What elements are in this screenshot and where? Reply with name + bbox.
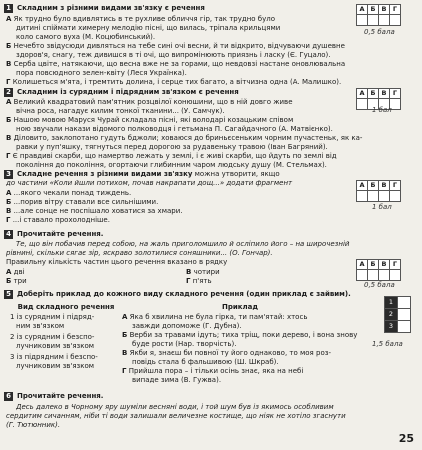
option-b: Б Нашою мовою Маруся Чурай складала пісні, які володарі козацьким співом bbox=[6, 116, 294, 124]
option-b: Б три bbox=[6, 277, 27, 285]
match-grid[interactable]: 1 2 3 bbox=[384, 296, 411, 333]
option-b: Б ...порив вітру ставали все сильнішими. bbox=[6, 198, 159, 206]
column-header-example: Приклад bbox=[221, 303, 259, 311]
type-2: 2 із сурядним і безспо- лучниковим зв'язком bbox=[10, 333, 95, 350]
example-g: Г Прийшла пора – і тільки осінь знає, яка на небі випаде зима (В. Гужва). bbox=[122, 367, 304, 384]
quote-line: Те, що він побачив перед собою, на жаль приголомшило й осліпило його – на широчезній bbox=[16, 240, 350, 248]
task-title: Складним з різними видами зв'язку є речення bbox=[17, 4, 205, 12]
example-v: В Якби я, знаєш би повної ту його однаково, то моя роз- повідь стала б фальшивою (Ш. Шкраб). bbox=[122, 349, 331, 366]
score: 1 бал bbox=[372, 203, 392, 211]
option-g: Г Є правдиві скарби, що намертво лежать у землі, і є живі скарби, що йдуть по землі від bbox=[6, 152, 337, 160]
type-3: 3 із підрядним і безспо- лучниковим зв'язком bbox=[10, 353, 98, 370]
column-header-type: Вид складного речення bbox=[17, 303, 115, 311]
question: Правильну кількість частин цього речення вказано в рядку bbox=[6, 258, 228, 266]
option-g: Г Колишеться м'ята, і тремтить долина, і серце тих багато, а вітчизна одна (А. Малишко). bbox=[6, 78, 342, 86]
score: 1,5 бала bbox=[372, 340, 403, 348]
option-v: В ...але сонце не поспішало ховатися за хмари. bbox=[6, 207, 183, 215]
answer-grid[interactable]: А Б В Г bbox=[356, 4, 401, 26]
worksheet-page: 1 Складним з різними видами зв'язку є речення А Б В Г А Як трудно було вдивлятись в те рухливе обличчя гір, так трудно було дитині спіймати химерну мелодію пісні, що вилась, тріпала крильцями коло самого вуха (М. Коцюбинський). Б Нечебто звідусюди дивляться на тебе сині очі весни, й ти відкрито, відчуваючи душевне здоров'я, снагу, теж дивишся в ті очі, що випромінюють приязнь і ласку (Є. Гуцало). В Серба цвіте, натякаючи, що весна вже не за горами, що невдовзі настане оновлювальна пора повсюдного зелен-квіту (Леся Українка). Г Колишеться м'ята, і тремтить долина, і серце тих багато, а вітчизна одна (А. Малишко). 0,5 бала 2 Складним із сурядним і підрядним зв'язком є речення А Б В Г А Великий квадратовий пам'ятник розцвілої конюшини, що в ній довго живе вічна роса, нагадує килим тонкої тканини... (У. Самчук). Б Нашою мовою Маруся Чурай складала пісні, які володарі козацьким співом ною звучали накази відомого полководця і гетьмана П. Сагайдачного (А. Матвієнко). В Діловито, заклопотано гудуть бджоли; ховаюся до бриньєсеньким чорним пучастеньк, як ка- равки у пуп'яшку, тягнуться перед дорогою за рудавеньку травою (Іван Багряний). Г Є правдиві скарби, що намертво лежать у землі, і є живі скарби, що йдуть по землі від покоління до покоління, огортаючи глибинним чаром людську душу (М. Стельмах). 1 бал 3 Складне речення з різними видами зв'язку можна утворити, якщо до частини «Коли йшли потихом, почав накрапати дощ...» додати фрагмент А Б В Г А ...якого чекали понад тиждень. Б ...порив вітру ставали все сильнішими. В ...але сонце не поспішало ховатися за хмари. Г ...і ставало прохолодніше. 1 бал 4 Прочитайте речення. Те, що він побачив перед собою, на жаль приголомшило й осліпило його – на широчезній рівнині, скільки сягає зір, яскраво золотилися соняшники... (О. Гончар). Правильну кількість частин цього речення вказано в рядку А Б В Г А дві Б три В чотири Г п'ять 0,5 бала 5 Доберіть приклад до кожного виду складного речення (один приклад є зайвим). Вид складного речення Приклад 1 із сурядним і підряд- ним зв'язком 2 із сурядним і безспо- лучниковим зв'язком 3 із підрядним і безспо- лучниковим зв'язком А Яка б хвилина не була гірка, ти пам'ятай: хтось завжди допоможе (Г. Дубна). Б Верби за травами ідуть; тиха тріщ, поки дерево, і вона знову буде рости (Нар. творчість). В Якби я, знаєш би повної ту його однаково, то моя роз- повідь стала б фальшивою (Ш. Шкраб). Г Прийшла пора – і тільки осінь знає, яка на небі випаде зима (В. Гужва). 1 2 3 1,5 бала 6 Прочитайте речення. Десь далеко в Чорному яру шуміли весняні води, і той шум був із якимось особливим сердитим сичанням, ніби ті води залишали величезне костище, що ніяк не хотіло згаснути (Г. Тютюнник). 25 bbox=[0, 0, 422, 450]
option-v: В Серба цвіте, натякаючи, що весна вже не за горами, що невдовзі настане оновлювальна bbox=[6, 60, 346, 68]
option-a: А ...якого чекали понад тиждень. bbox=[6, 189, 132, 197]
answer-grid[interactable]: А Б В Г bbox=[356, 259, 401, 281]
example-a: А Яка б хвилина не була гірка, ти пам'ятай: хтось завжди допоможе (Г. Дубна). bbox=[122, 313, 308, 330]
option-v: В чотири bbox=[186, 268, 220, 276]
answer-grid[interactable]: А Б В Г bbox=[356, 88, 401, 110]
quote-line: Десь далеко в Чорному яру шуміли весняні води, і той шум був із якимось особливим bbox=[16, 403, 334, 411]
task-stem: до частини «Коли йшли потихом, почав накрапати дощ...» додати фрагмент bbox=[6, 179, 293, 187]
score: 0,5 бала bbox=[364, 281, 395, 289]
quote-line: сердитим сичанням, ніби ті води залишали величезне костище, що ніяк не хотіло згаснути bbox=[6, 412, 346, 420]
option-v: В Діловито, заклопотано гудуть бджоли; ховаюся до бриньєсеньким чорним пучастеньк, як ка- bbox=[6, 134, 363, 142]
option-a: А Великий квадратовий пам'ятник розцвілої конюшини, що в ній довго живе bbox=[6, 98, 293, 106]
option-a: А Як трудно було вдивлятись в те рухливе обличчя гір, так трудно було bbox=[6, 15, 275, 23]
page-number: 25 bbox=[398, 432, 414, 446]
type-1: 1 із сурядним і підряд- ним зв'язком bbox=[10, 313, 95, 330]
quote-line: рівнині, скільки сягає зір, яскраво золотилися соняшники... (О. Гончар). bbox=[6, 249, 273, 257]
score: 0,5 бала bbox=[364, 28, 395, 36]
answer-grid[interactable]: А Б В Г bbox=[356, 180, 401, 202]
score: 1 бал bbox=[372, 106, 392, 114]
option-g: Г ...і ставало прохолодніше. bbox=[6, 216, 110, 224]
quote-line: (Г. Тютюнник). bbox=[6, 421, 61, 429]
task-number: 1 bbox=[4, 4, 13, 13]
option-b: Б Нечебто звідусюди дивляться на тебе сині очі весни, й ти відкрито, відчуваючи душевне bbox=[6, 42, 345, 50]
option-g: Г п'ять bbox=[186, 277, 212, 285]
example-b: Б Верби за травами ідуть; тиха тріщ, поки дерево, і вона знову буде рости (Нар. творчість). bbox=[122, 331, 358, 348]
option-a: А дві bbox=[6, 268, 25, 276]
